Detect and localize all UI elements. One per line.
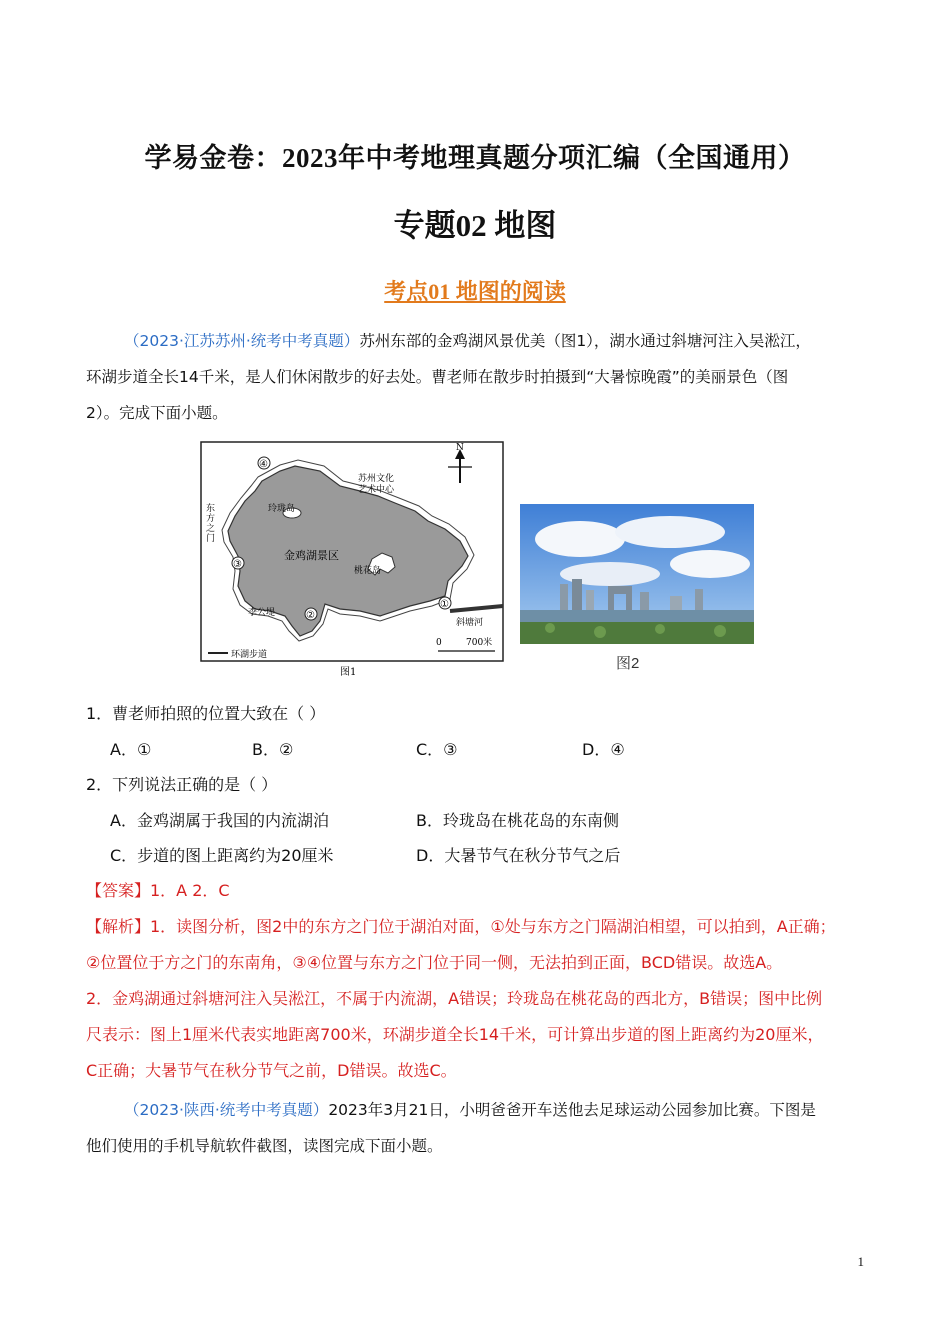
q2-option-d: D．大暑节气在秋分节气之后: [416, 846, 621, 865]
svg-text:方: 方: [206, 514, 216, 524]
q1-option-d: D．④: [582, 740, 625, 759]
analysis-line: 尺表示：图上1厘米代表实地距离700米，环湖步道全长14千米，可计算出步道的图上距离约为20厘米，: [86, 1025, 824, 1044]
svg-text:②: ②: [306, 610, 315, 621]
skyline: [560, 584, 568, 612]
topic-title: 专题02 地图: [393, 208, 557, 243]
intro-paragraph-1: [86, 323, 866, 431]
legend-label: 环湖步道: [231, 650, 268, 660]
question-source: （2023·江苏苏州·统考中考真题）: [124, 332, 360, 350]
intro-paragraph-2: [86, 1092, 866, 1164]
svg-text:之: 之: [206, 524, 216, 534]
label-scenic-area: 金鸡湖景区: [284, 549, 339, 562]
analysis-line: 2．金鸡湖通过斜塘河注入吴淞江，不属于内流湖，A错误；玲珑岛在桃花岛的西北方，B错误；图中比例: [86, 989, 823, 1008]
svg-text:④: ④: [259, 459, 268, 470]
svg-text:门: 门: [206, 534, 216, 544]
label-taohua: 桃花岛: [354, 566, 382, 576]
intro-text: 环湖步道全长14千米，是人们休闲散步的好去处。曹老师在散步时拍摄到“大暑惊晚霞”的美丽景色（图: [86, 368, 789, 386]
svg-text:③: ③: [233, 559, 242, 570]
label-east-gate: 东: [206, 504, 216, 514]
q1-option-a: A．①: [110, 740, 152, 759]
label-xietang: 斜塘河: [456, 618, 484, 628]
document-title: 学易金卷：2023年中考地理真题分项汇编（全国通用）: [144, 143, 806, 173]
intro-text: 2023年3月21日，小明爸爸开车送他去足球运动公园参加比赛。下图是: [328, 1101, 816, 1119]
intro-text: 他们使用的手机导航软件截图，读图完成下面小题。: [86, 1137, 443, 1155]
q2-option-b: B．玲珑岛在桃花岛的东南侧: [416, 811, 619, 830]
question-2-stem: 2．下列说法正确的是（ ）: [86, 775, 278, 794]
svg-text:700米: 700米: [466, 638, 493, 648]
label-culture-center: 苏州文化: [358, 474, 395, 484]
north-label: N: [456, 443, 464, 453]
page-number: 1: [857, 1254, 864, 1269]
figure-2-photo: [520, 504, 754, 674]
analysis-line: C正确；大暑节气在秋分节气之前，D错误。故选C。: [86, 1061, 457, 1080]
svg-text:艺术中心: 艺术中心: [358, 485, 395, 495]
section-heading: 考点01 地图的阅读: [384, 279, 566, 304]
figure-2-caption: 图2: [616, 655, 640, 672]
analysis-line: ②位置位于方之门的东南角，③④位置与东方之门位于同一侧，无法拍到正面，BCD错误。故选A。: [86, 953, 783, 972]
analysis-line: 【解析】1．读图分析，图2中的东方之门位于湖泊对面，①处与东方之门隔湖泊相望，可以拍到，A正确；: [86, 917, 836, 936]
question-1-stem: 1．曹老师拍照的位置大致在（ ）: [86, 704, 326, 723]
svg-text:①: ①: [440, 599, 449, 610]
lake-water: [520, 610, 754, 624]
q1-option-c: C．③: [416, 740, 458, 759]
answer-line: 【答案】1．A 2．C: [86, 881, 230, 900]
q2-option-c: C．步道的图上距离约为20厘米: [110, 846, 334, 865]
figure-1-caption: 图1: [340, 667, 357, 678]
q1-option-b: B．②: [252, 740, 294, 759]
svg-text:0: 0: [436, 638, 442, 648]
label-linglong: 玲珑岛: [268, 504, 296, 514]
cloud: [535, 521, 625, 557]
intro-text: 2）。完成下面小题。: [86, 404, 228, 422]
label-ligongdi: 李公堤: [248, 608, 276, 618]
q2-option-a: A．金鸡湖属于我国的内流湖泊: [110, 811, 329, 830]
question-source: （2023·陕西·统考中考真题）: [124, 1101, 329, 1119]
figure-1-map: [200, 441, 504, 681]
intro-text: 苏州东部的金鸡湖风景优美（图1），湖水通过斜塘河注入吴淞江，: [359, 332, 811, 350]
